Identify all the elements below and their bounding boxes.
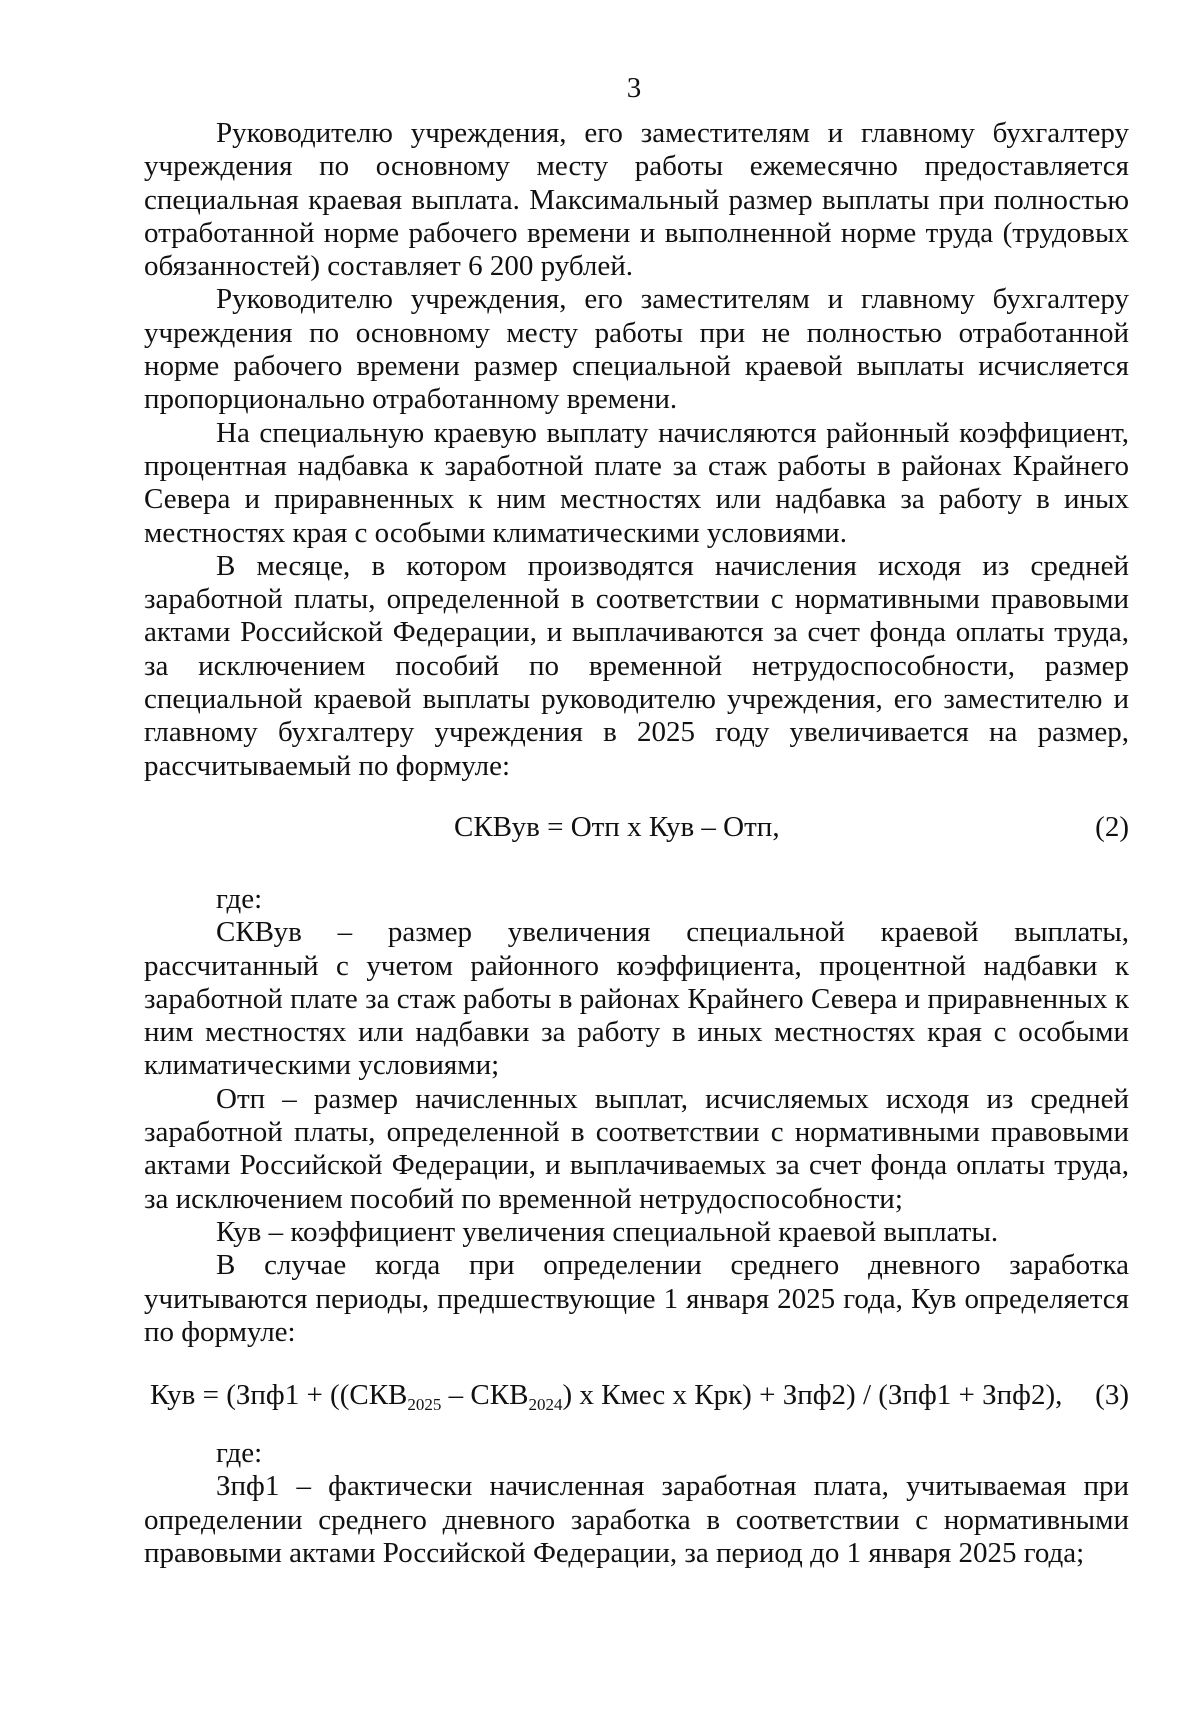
- paragraph: Отп – размер начисленных выплат, исчисляемых исходя из средней заработной платы, определенной в соответствии с нормативными правовыми актами Российской Федерации, и выплачиваемых за счет фонда оплаты труда, за исключением пособий по временной нетрудоспособности;: [144, 1082, 1129, 1215]
- formula-3-subscript-2025: 2025: [407, 1395, 442, 1415]
- formula-3-subscript-2024: 2024: [528, 1395, 563, 1415]
- formula-3-expression: [150, 1379, 1063, 1415]
- page-number: 3: [626, 72, 642, 104]
- paragraph: На специальную краевую выплату начисляются районный коэффициент, процентная надбавка к заработной плате за стаж работы в районах Крайнего Севера и приравненных к ним местностях или надбавка за работу в иных местностях края с особыми климатическими условиями.: [144, 416, 1129, 549]
- where-label: где:: [216, 1437, 263, 1470]
- paragraph: Руководителю учреждения, его заместителям и главному бухгалтеру учреждения по основному месту работы при не полностью отработанной норме рабочего времени размер специальной краевой выплаты исчисляется пропорционально отработанному времени.: [144, 283, 1129, 416]
- formula-2-number: (2): [1095, 810, 1129, 843]
- formula-3: [144, 1379, 1129, 1415]
- formula-2: [144, 811, 1129, 847]
- paragraph: СКВув – размер увеличения специальной краевой выплаты, рассчитанный с учетом районного коэффициента, процентной надбавки к заработной плате за стаж работы в районах Крайнего Севера и приравненных к ним местностях или надбавки за работу в иных местностях края с особыми климатическими условиями;: [144, 916, 1129, 1082]
- formula-3-part-a: Кув = (Зпф1 + ((СКВ: [150, 1379, 408, 1412]
- paragraph: Зпф1 – фактически начисленная заработная плата, учитываемая при определении среднего дневного заработка в соответствии с нормативными правовыми актами Российской Федерации, за период до 1 января 2025 года;: [144, 1470, 1129, 1569]
- formula-3-number: (3): [1095, 1379, 1129, 1412]
- paragraph: В случае когда при определении среднего дневного заработка учитываются периоды, предшествующие 1 января 2025 года, Кув определяется по формуле:: [144, 1249, 1129, 1348]
- formula-2-expression: СКВув = Отп х Кув – Отп,: [454, 810, 780, 843]
- where-label: где:: [216, 882, 263, 915]
- paragraph: В месяце, в котором производятся начисления исходя из средней заработной платы, определенной в соответствии с нормативными правовыми актами Российской Федерации, и выплачиваются за счет фонда оплаты труда, за исключением пособий по временной нетрудоспособности, размер специальной краевой выплаты руководителю учреждения, его заместителю и главному бухгалтеру учреждения в 2025 году увеличивается на размер, рассчитываемый по формуле:: [144, 549, 1129, 782]
- formula-3-part-b: – СКВ: [441, 1379, 529, 1412]
- formula-3-part-c: ) х Кмес х Крк) + Зпф2) / (Зпф1 + Зпф2),: [562, 1379, 1063, 1412]
- document-body: [144, 117, 1129, 1570]
- paragraph: Кув – коэффициент увеличения специальной краевой выплаты.: [216, 1215, 999, 1248]
- paragraph: Руководителю учреждения, его заместителям и главному бухгалтеру учреждения по основному месту работы ежемесячно предоставляется специальная краевая выплата. Максимальный размер выплаты при полностью отработанной норме рабочего времени и выполненной норме труда (трудовых обязанностей) составляет 6 200 рублей.: [144, 117, 1129, 283]
